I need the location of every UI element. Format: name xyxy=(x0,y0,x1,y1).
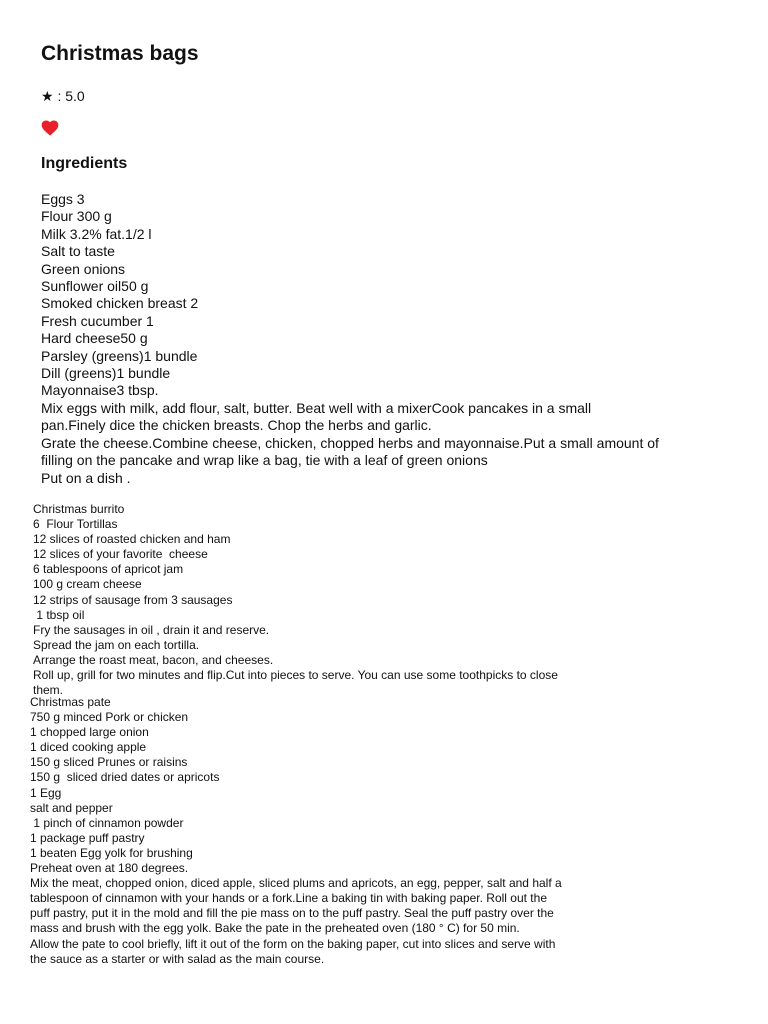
text-line: 1 chopped large onion xyxy=(30,725,149,740)
text-line: Preheat oven at 180 degrees. xyxy=(30,861,189,876)
text-line: 12 strips of sausage from 3 sausages xyxy=(33,592,233,607)
text-line: Arrange the roast meat, bacon, and cheeses. xyxy=(33,652,274,667)
recipe-christmas-pate-text xyxy=(30,695,610,967)
text-line: Smoked chicken breast 2 xyxy=(41,295,199,312)
recipe-christmas-bags-text xyxy=(41,191,681,487)
text-line: 6 Flour Tortillas xyxy=(33,517,118,532)
text-line: salt and pepper xyxy=(30,800,113,815)
text-line: 6 tablespoons of apricot jam xyxy=(33,562,184,577)
text-line: Christmas pate xyxy=(30,695,111,709)
text-line: Roll up, grill for two minutes and flip.Cut into pieces to serve. You can use some toothpicks to close xyxy=(33,668,558,683)
text-line: mass and brush with the egg yolk. Bake the pate in the preheated oven (180 ° C) for 50 min. xyxy=(30,921,520,936)
text-line: 100 g cream cheese xyxy=(33,577,142,592)
text-line: Flour 300 g xyxy=(41,208,112,225)
rating-label: ★ : 5.0 xyxy=(41,88,85,104)
text-line: Put on a dish . xyxy=(41,469,131,486)
text-line: Christmas burrito xyxy=(33,502,125,516)
text-line: 1 Egg xyxy=(30,785,62,800)
text-line: Milk 3.2% fat.1/2 l xyxy=(41,225,152,242)
text-line: the sauce as a starter or with salad as the main course. xyxy=(30,951,325,966)
text-line: Hard cheese50 g xyxy=(41,330,148,347)
text-line: 1 pinch of cinnamon powder xyxy=(30,815,184,830)
text-line: 1 diced cooking apple xyxy=(30,740,147,755)
text-line: tablespoon of cinnamon with your hands or a fork.Line a baking tin with baking paper. Roll out the xyxy=(30,891,547,906)
text-line: Grate the cheese.Combine cheese, chicken, chopped herbs and mayonnaise.Put a small amount of xyxy=(41,434,659,451)
text-line: Fry the sausages in oil , drain it and reserve. xyxy=(33,622,270,637)
text-line: 12 slices of roasted chicken and ham xyxy=(33,532,231,547)
text-line: 150 g sliced Prunes or raisins xyxy=(30,755,188,770)
heart-icon[interactable] xyxy=(41,120,59,136)
text-line: Sunflower oil50 g xyxy=(41,278,149,295)
text-line: 750 g minced Pork or chicken xyxy=(30,710,189,725)
page-title: Christmas bags xyxy=(41,42,199,65)
text-line: 12 slices of your favorite cheese xyxy=(33,547,208,562)
text-line: 1 package puff pastry xyxy=(30,830,145,845)
text-line: Allow the pate to cool briefly, lift it out of the form on the baking paper, cut into slices and serve with xyxy=(30,936,556,951)
text-line: Dill (greens)1 bundle xyxy=(41,365,171,382)
text-line: 1 tbsp oil xyxy=(33,607,85,622)
text-line: Parsley (greens)1 bundle xyxy=(41,347,198,364)
text-line: Salt to taste xyxy=(41,243,115,260)
text-line: pan.Finely dice the chicken breasts. Chop the herbs and garlic. xyxy=(41,417,432,434)
text-line: 1 beaten Egg yolk for brushing xyxy=(30,845,193,860)
text-line: them. xyxy=(33,683,64,698)
recipe-christmas-burrito-text xyxy=(33,502,613,698)
text-line: Eggs 3 xyxy=(41,191,85,207)
text-line: 150 g sliced dried dates or apricots xyxy=(30,770,220,785)
text-line: Spread the jam on each tortilla. xyxy=(33,637,200,652)
text-line: Mix the meat, chopped onion, diced apple, sliced plums and apricots, an egg, pepper, salt and half a xyxy=(30,876,562,891)
text-line: Mayonnaise3 tbsp. xyxy=(41,382,159,399)
text-line: filling on the pancake and wrap like a bag, tie with a leaf of green onions xyxy=(41,452,488,469)
text-line: Green onions xyxy=(41,260,126,277)
text-line: puff pastry, put it in the mold and fill the pie mass on to the puff pastry. Seal the puff pastry over the xyxy=(30,906,554,921)
ingredients-heading: Ingredients xyxy=(41,155,128,172)
text-line: Fresh cucumber 1 xyxy=(41,312,154,329)
text-line: Mix eggs with milk, add flour, salt, butter. Beat well with a mixerCook pancakes in a small xyxy=(41,399,592,416)
